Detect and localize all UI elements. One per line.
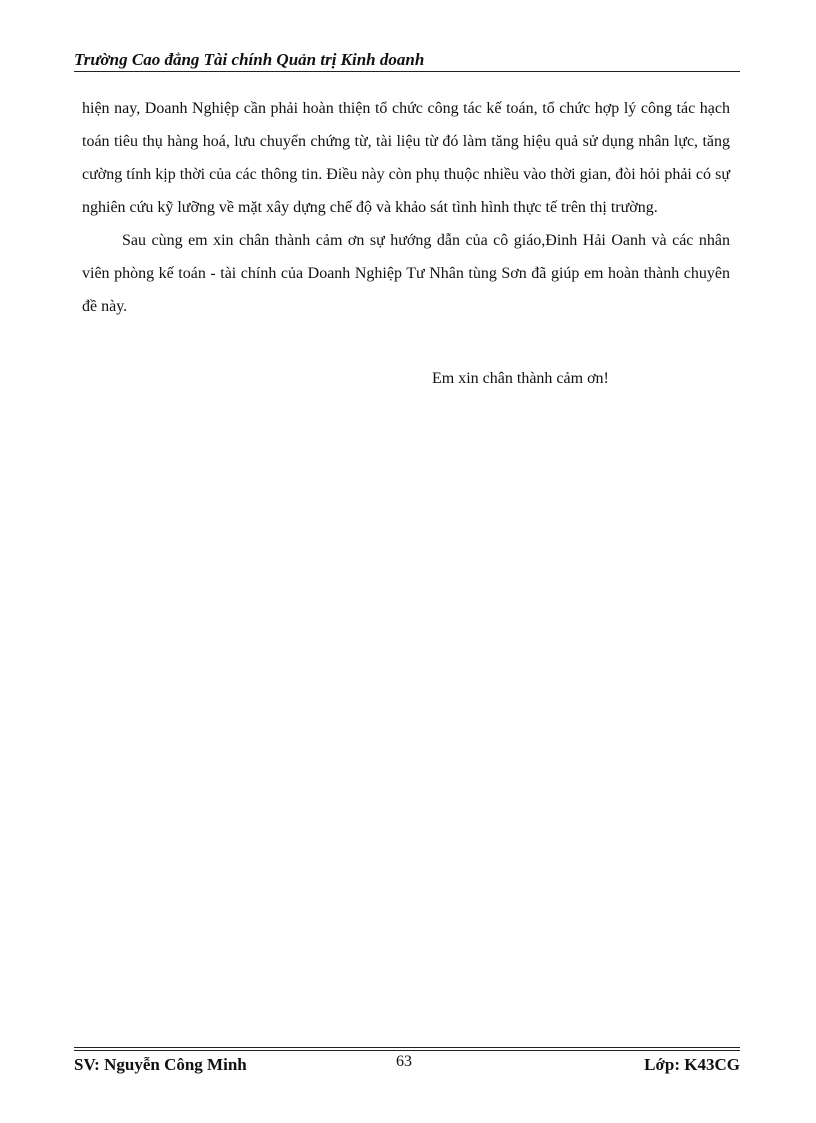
footer-student-name: SV: Nguyễn Công Minh [74, 1055, 247, 1074]
paragraph-acknowledgement: Sau cùng em xin chân thành cảm ơn sự hướng dẫn của cô giáo,Đinh Hải Oanh và các nhân viên phòng kế toán - tài chính của Doanh Nghiệp Tư Nhân tùng Sơn đã giúp em hoàn thành chuyên đề này. [82, 232, 730, 315]
body-text [82, 92, 730, 323]
page-footer [74, 1053, 740, 1077]
footer-class: Lớp: K43CG [644, 1055, 740, 1074]
paragraph-continuation: hiện nay, Doanh Nghiệp cần phải hoàn thiện tổ chức công tác kế toán, tổ chức hợp lý công tác hạch toán tiêu thụ hàng hoá, lưu chuyển chứng từ, tài liệu từ đó làm tăng hiệu quả sử dụng nhân lực, tăng cường tính kịp thời của các thông tin. Điều này còn phụ thuộc nhiều vào thời gian, đòi hỏi phải có sự nghiên cứu kỹ lưỡng về mặt xây dựng chế độ và khảo sát tình hình thực tế trên thị trường. [82, 100, 730, 216]
footer-divider [74, 1047, 740, 1051]
closing-line: Em xin chân thành cảm ơn! [432, 370, 609, 387]
header-title: Trường Cao đẳng Tài chính Quản trị Kinh doanh [74, 50, 425, 69]
header-divider [74, 71, 740, 72]
page-header [74, 50, 740, 72]
page-number: 63 [396, 1053, 412, 1070]
